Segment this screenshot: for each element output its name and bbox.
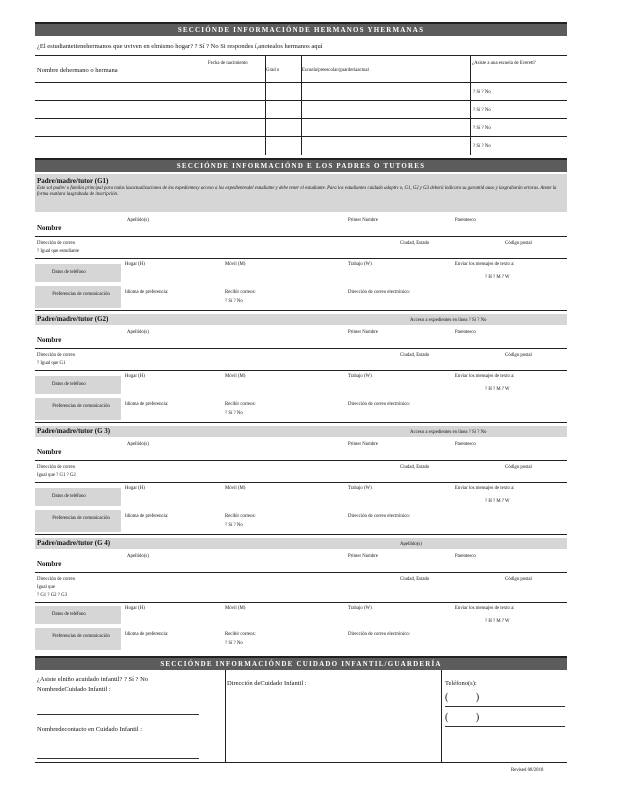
col-dob: Fecha de nacimiento [208, 61, 248, 66]
pref-label: Preferencias de comunicación [52, 634, 110, 639]
text-options[interactable]: ? H ? M ? W [485, 499, 510, 504]
divider [35, 348, 567, 349]
language-field[interactable]: Idioma de preferencia: [125, 514, 169, 519]
phone-work[interactable]: Trabajo (W) [348, 262, 372, 267]
g1-name-label: Nombre [37, 224, 62, 232]
g3-banner [35, 426, 567, 437]
g1-note: Este sol padre/ o familia principal para todas lasactualizaciones de los expedientesy acceso a los expedientesdel estudiante y debe tener el estudiante. Para los estudiantes cuidado adoptiv o, G1, G2 y G3 deberá indicara su garantid auso y lasgrabarán ortoras. Anote la forma esatlara lasgrabada de inscripción. [37, 186, 557, 197]
language-field[interactable]: Idioma de preferencia: [125, 632, 169, 637]
text-send: Enviar los mensajes de texto a: [455, 486, 515, 491]
phone-data-label: Datos de teléfono [52, 382, 86, 387]
g2-title: Padre/madre/tutor (G2) [37, 315, 109, 323]
col-sibling-name: Nombre dehermano o hermana [37, 67, 118, 74]
language-field[interactable]: Idioma de preferencia: [125, 402, 169, 407]
pref-label: Preferencias de comunicación [52, 292, 110, 297]
underline [37, 714, 199, 715]
g1-city-label: Ciudad, Estado [400, 241, 430, 246]
g1-title: Padre/madre/tutor (G1) [37, 177, 109, 185]
divider [35, 602, 567, 603]
phone-data-label: Datos de teléfono [52, 612, 86, 617]
divider [35, 572, 567, 573]
revised-date: Revised 08/2018 [511, 768, 544, 773]
phone-mobile[interactable]: Móvil (M) [225, 374, 246, 379]
label-parentesco: Parentesco [455, 218, 476, 223]
text-options[interactable]: ? H ? M ? W [485, 387, 510, 392]
phone-paren-1: ( ) [445, 692, 480, 703]
childcare-address-label: Dirección deCuidado Infantil : [227, 680, 307, 687]
g3-same-checkbox[interactable]: Igual que ? G1 ? G2 [37, 473, 76, 478]
g4-title: Padre/madre/tutor (G 4) [37, 539, 111, 547]
sibling-yes-no[interactable]: ? Sí ? No [473, 144, 491, 149]
underline [37, 758, 199, 759]
g2-banner [35, 314, 567, 325]
phone-mobile[interactable]: Móvil (M) [225, 486, 246, 491]
phone-data-label: Datos de teléfono [52, 494, 86, 499]
divider [301, 55, 302, 155]
divider [35, 534, 567, 535]
sibling-yes-no[interactable]: ? Sí ? No [473, 108, 491, 113]
divider [35, 482, 567, 483]
g4-same-label: Igual que [37, 585, 55, 590]
g4-name-label: Nombre [37, 560, 62, 568]
mail-label: Recibir correos: [225, 514, 256, 519]
phone-work[interactable]: Trabajo (W) [348, 606, 372, 611]
label-primer-nombre: Primer Nombre [348, 218, 378, 223]
phone-paren-2: ( ) [445, 712, 480, 723]
g2-same-checkbox[interactable]: ? Igual que G1 [37, 361, 66, 366]
g2-address-label: Dirección de correo [37, 353, 76, 358]
g3-address-label: Dirección de correo [37, 465, 76, 470]
sibling-yes-no[interactable]: ? Sí ? No [473, 126, 491, 131]
childcare-phone-label: Teléfono(s): [445, 680, 477, 687]
divider [225, 670, 226, 762]
g4-same-checkbox[interactable]: ? G1 ? G2 ? G3 [37, 593, 67, 598]
childcare-contact-label: Nombredecontacto en Cuidado Infantil : [37, 726, 143, 733]
parents-header: SECCIÓNDE INFORMACIÓND E LOS PADRES O TUTORES [35, 158, 567, 172]
phone-home[interactable]: Hogar (H) [125, 486, 145, 491]
pref-label: Preferencias de comunicación [52, 516, 110, 521]
g1-zip-label: Código postal [505, 241, 532, 246]
g3-title: Padre/madre/tutor (G 3) [37, 427, 111, 435]
text-send: Enviar los mensajes de texto a: [455, 606, 515, 611]
divider [470, 55, 471, 155]
g2-access[interactable]: Acceso a expedientes en línea ? Sí ? No [410, 318, 487, 323]
divider [35, 460, 567, 461]
g3-name-label: Nombre [37, 448, 62, 456]
text-send: Enviar los mensajes de texto a: [455, 262, 515, 267]
email-field[interactable]: Dirección de correo electrónico: [348, 402, 410, 407]
phone-mobile[interactable]: Móvil (M) [225, 606, 246, 611]
mail-label: Recibir correos: [225, 290, 256, 295]
label-parentesco: Parentesco [455, 554, 476, 559]
divider [35, 762, 567, 763]
divider [35, 236, 567, 237]
label-apellidos: Apellido(s) [127, 218, 149, 223]
phone-home[interactable]: Hogar (H) [125, 606, 145, 611]
childcare-question[interactable]: ¿Asiste elniño acuidado infantil? ? Sí ? No [37, 676, 149, 683]
g2-city-label: Ciudad, Estado [400, 353, 430, 358]
language-field[interactable]: Idioma de preferencia: [125, 290, 169, 295]
label-apellidos: Apellido(s) [400, 542, 422, 547]
g2-name-label: Nombre [37, 336, 62, 344]
pref-label: Preferencias de comunicación [52, 404, 110, 409]
g4-zip-label: Código postal [505, 577, 532, 582]
divider [35, 370, 567, 371]
divider [265, 55, 266, 155]
g1-same-checkbox[interactable]: ? Igual que estudiante [37, 249, 79, 254]
label-apellidos: Apellido(s) [127, 330, 149, 335]
g3-city-label: Ciudad, Estado [400, 465, 430, 470]
phone-home[interactable]: Hogar (H) [125, 374, 145, 379]
divider [441, 670, 442, 762]
label-primer-nombre: Primer Nombre [348, 442, 378, 447]
col-grade: Grad o [266, 68, 280, 73]
phone-work[interactable]: Trabajo (W) [348, 374, 372, 379]
g4-city-label: Ciudad, Estado [400, 577, 430, 582]
text-send: Enviar los mensajes de texto a: [455, 374, 515, 379]
childcare-name-label: NombredeCuidado Infantil : [37, 686, 111, 693]
phone-home[interactable]: Hogar (H) [125, 262, 145, 267]
label-apellidos: Apellido(s) [127, 442, 149, 447]
col-attend: ¿Asiste a una escuela de Everett? [472, 61, 536, 66]
divider [35, 310, 567, 311]
childcare-header: SECCIÓNDE INFORMACIÓNDE CUIDADO INFANTIL/GUARDERÍA [35, 656, 567, 670]
divider [35, 258, 567, 259]
g2-zip-label: Código postal [505, 353, 532, 358]
underline [445, 726, 565, 727]
g4-address-label: Dirección de correo [37, 577, 76, 582]
siblings-header: SECCIÓNDE INFORMACIÓNDE HERMANOS YHERMANAS [35, 22, 567, 36]
underline [445, 706, 565, 707]
siblings-question: ¿El estudiantetienehermanos que uviven en elmismo hogar? ? Sí ? No Si respondes í,anotealos hermanos aquí [37, 43, 323, 50]
g3-zip-label: Código postal [505, 465, 532, 470]
mail-yes-no[interactable]: ? Sí ? No [225, 523, 243, 528]
label-parentesco: Parentesco [455, 442, 476, 447]
phone-work[interactable]: Trabajo (W) [348, 486, 372, 491]
mail-label: Recibir correos: [225, 632, 256, 637]
mail-yes-no[interactable]: ? Sí ? No [225, 641, 243, 646]
phone-mobile[interactable]: Móvil (M) [225, 262, 246, 267]
mail-label: Recibir correos: [225, 402, 256, 407]
email-field[interactable]: Dirección de correo electrónico: [348, 514, 410, 519]
mail-yes-no[interactable]: ? Sí ? No [225, 411, 243, 416]
label-apellidos: Apellido(s) [127, 554, 149, 559]
divider [35, 422, 567, 423]
email-field[interactable]: Dirección de correo electrónico: [348, 632, 410, 637]
label-primer-nombre: Primer Nombre [348, 554, 378, 559]
mail-yes-no[interactable]: ? Sí ? No [225, 299, 243, 304]
g3-access[interactable]: Acceso a expedientes en línea ? Sí ? No [410, 430, 487, 435]
email-field[interactable]: Dirección de correo electrónico: [348, 290, 410, 295]
g1-address-label: Dirección de correo [37, 241, 76, 246]
sibling-yes-no[interactable]: ? Sí ? No [473, 90, 491, 95]
text-options[interactable]: ? H ? M ? W [485, 275, 510, 280]
g4-banner [35, 538, 567, 549]
label-primer-nombre: Primer Nombre [348, 330, 378, 335]
phone-data-label: Datos de teléfono [52, 270, 86, 275]
col-school: Escuela/preescolar/guarderíaactual [302, 68, 369, 73]
text-options[interactable]: ? H ? M ? W [485, 619, 510, 624]
label-parentesco: Parentesco [455, 330, 476, 335]
